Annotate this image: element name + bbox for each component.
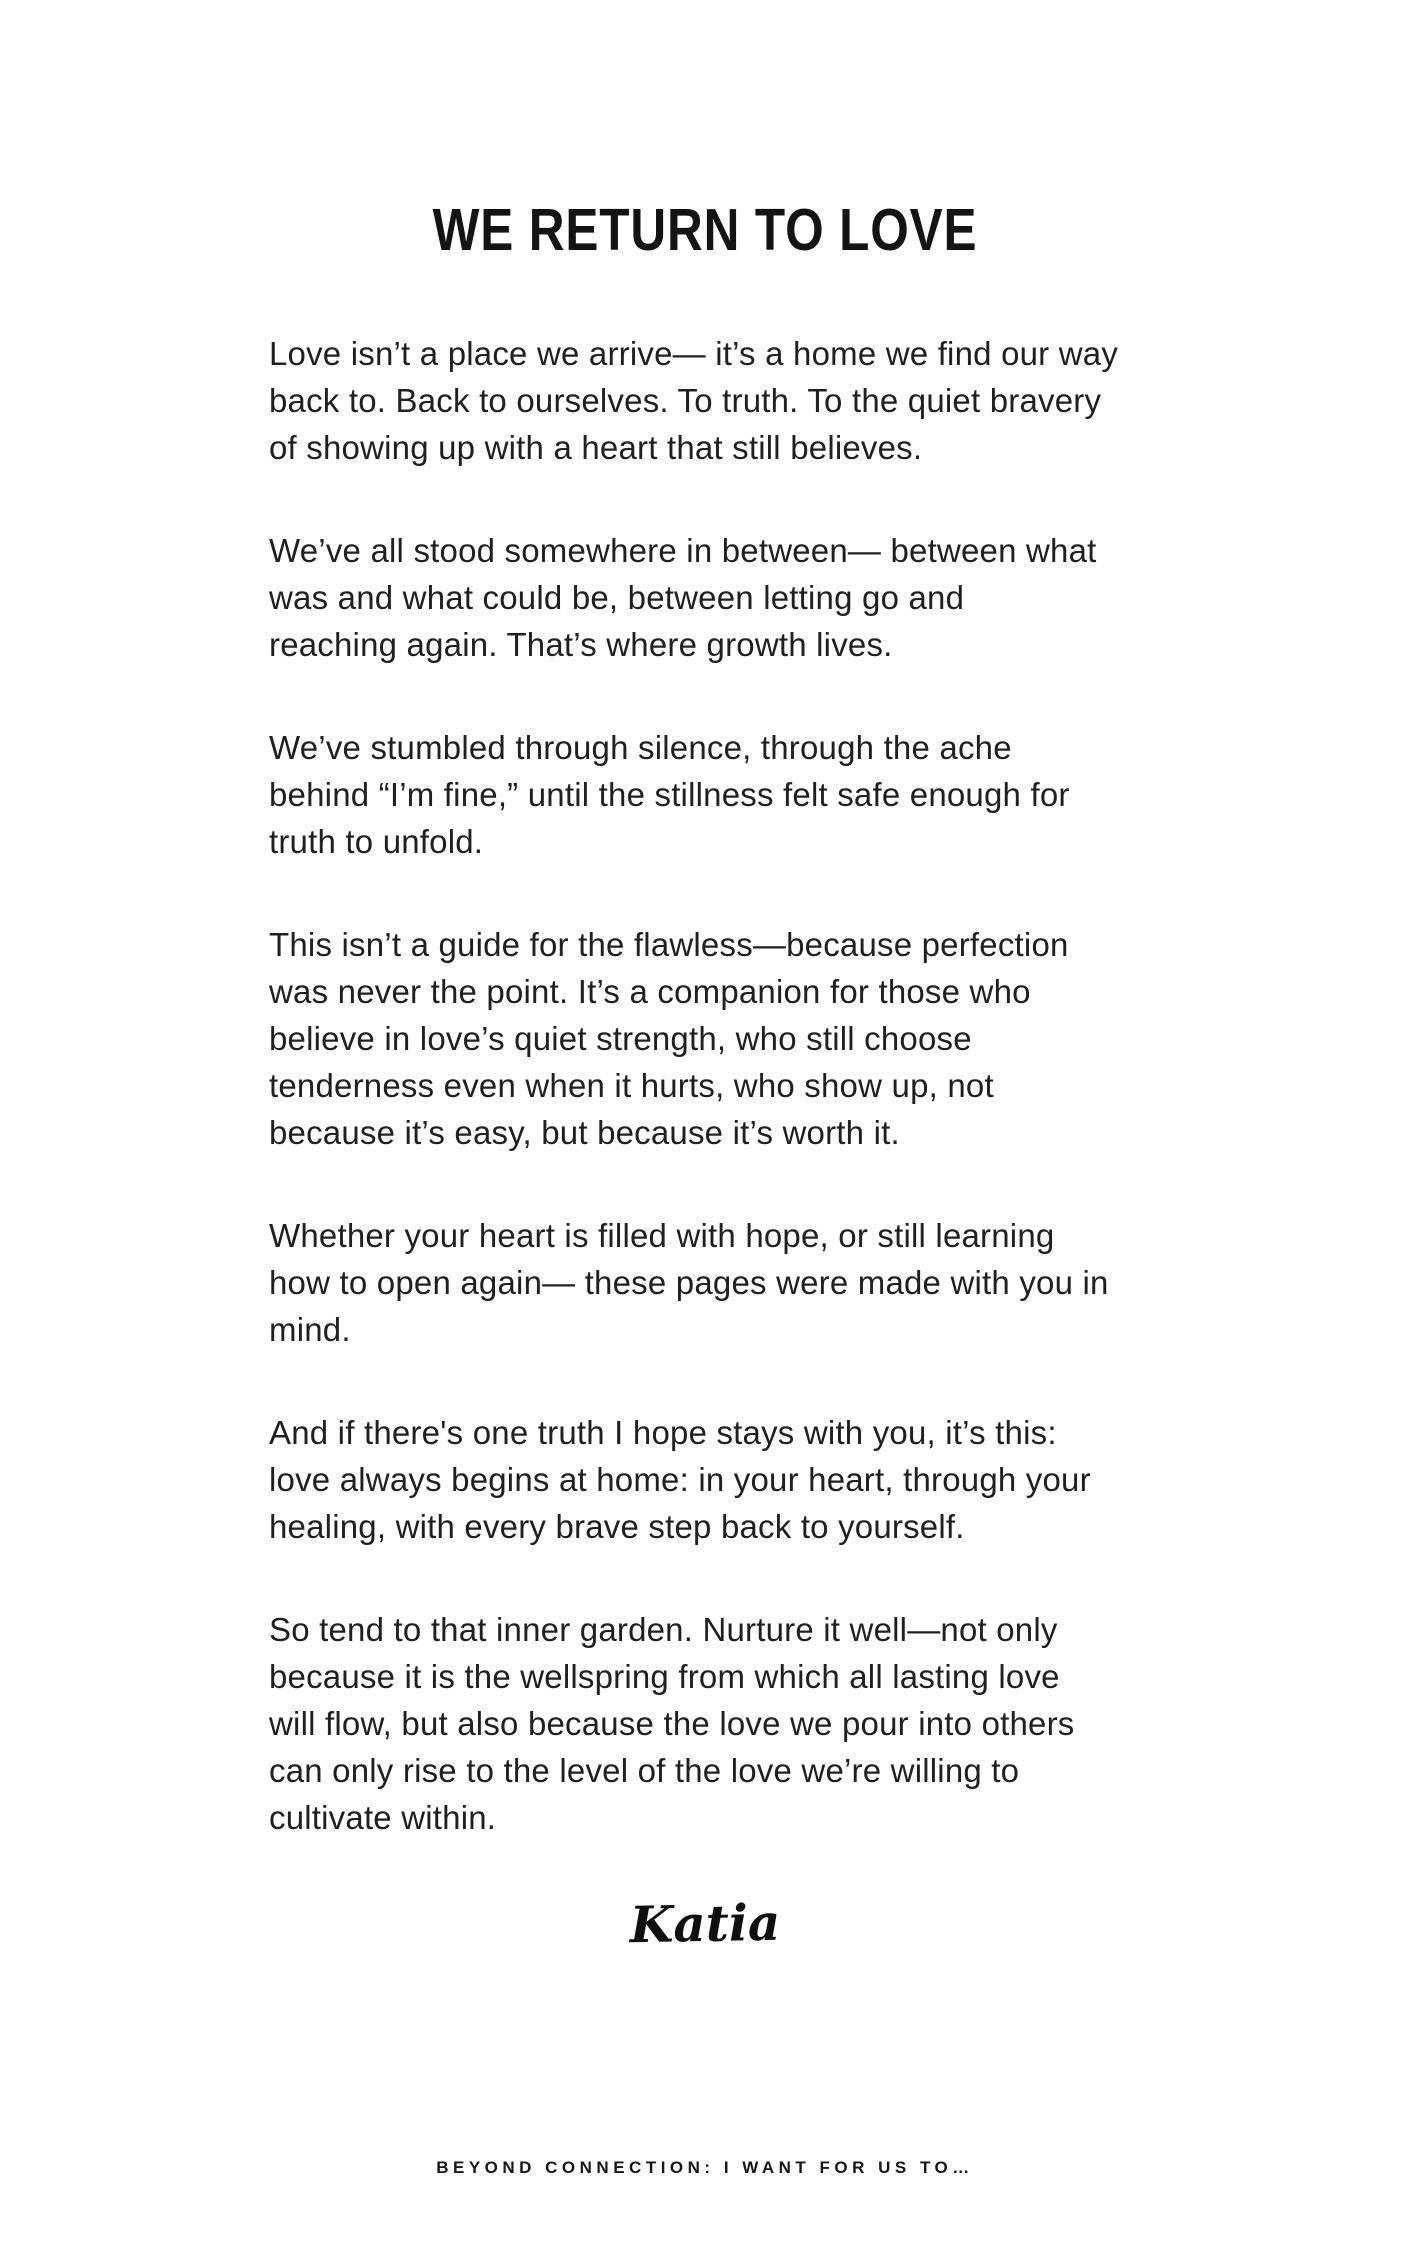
- paragraph: [269, 330, 1141, 471]
- text-line: how to open again— these pages were made with you in: [269, 1264, 1109, 1301]
- paragraph: [269, 1212, 1141, 1353]
- body-text: [269, 330, 1141, 1841]
- text-line: Whether your heart is filled with hope, or still learning: [269, 1217, 1055, 1254]
- text-line: was and what could be, between letting go and: [269, 579, 965, 616]
- text-line: love always begins at home: in your heart, through your: [269, 1461, 1091, 1498]
- text-line: behind “I’m fine,” until the stillness felt safe enough for: [269, 776, 1070, 813]
- page-title: WE RETURN TO LOVE: [432, 197, 978, 263]
- text-line: was never the point. It’s a companion for those who: [269, 973, 1031, 1010]
- text-line: This isn’t a guide for the flawless—because perfection: [269, 926, 1069, 963]
- paragraph: [269, 921, 1141, 1156]
- text-line: cultivate within.: [269, 1799, 497, 1836]
- footer-text: BEYOND CONNECTION: I WANT FOR US TO…: [436, 2158, 974, 2177]
- paragraph: [269, 724, 1141, 865]
- text-line: And if there's one truth I hope stays with you, it’s this:: [269, 1414, 1057, 1451]
- text-line: reaching again. That’s where growth lives.: [269, 626, 893, 663]
- text-line: back to. Back to ourselves. To truth. To the quiet bravery: [269, 382, 1102, 419]
- text-line: We’ve stumbled through silence, through the ache: [269, 729, 1012, 766]
- text-line: believe in love’s quiet strength, who still choose: [269, 1020, 972, 1057]
- paragraph: [269, 527, 1141, 668]
- text-line: will flow, but also because the love we pour into others: [269, 1705, 1075, 1742]
- text-line: Love isn’t a place we arrive— it’s a home we find our way: [269, 335, 1119, 372]
- text-line: So tend to that inner garden. Nurture it well—not only: [269, 1611, 1058, 1648]
- text-line: of showing up with a heart that still believes.: [269, 429, 923, 466]
- text-line: mind.: [269, 1311, 351, 1348]
- text-line: healing, with every brave step back to yourself.: [269, 1508, 965, 1545]
- text-line: because it’s easy, but because it’s worth it.: [269, 1114, 900, 1151]
- paragraph: [269, 1409, 1141, 1550]
- author-signature: Katia: [629, 1892, 781, 1955]
- paragraph: [269, 1606, 1141, 1841]
- text-line: We’ve all stood somewhere in between— between what: [269, 532, 1097, 569]
- text-line: because it is the wellspring from which all lasting love: [269, 1658, 1060, 1695]
- text-line: tenderness even when it hurts, who show up, not: [269, 1067, 994, 1104]
- text-line: truth to unfold.: [269, 823, 484, 860]
- text-line: can only rise to the level of the love we’re willing to: [269, 1752, 1020, 1789]
